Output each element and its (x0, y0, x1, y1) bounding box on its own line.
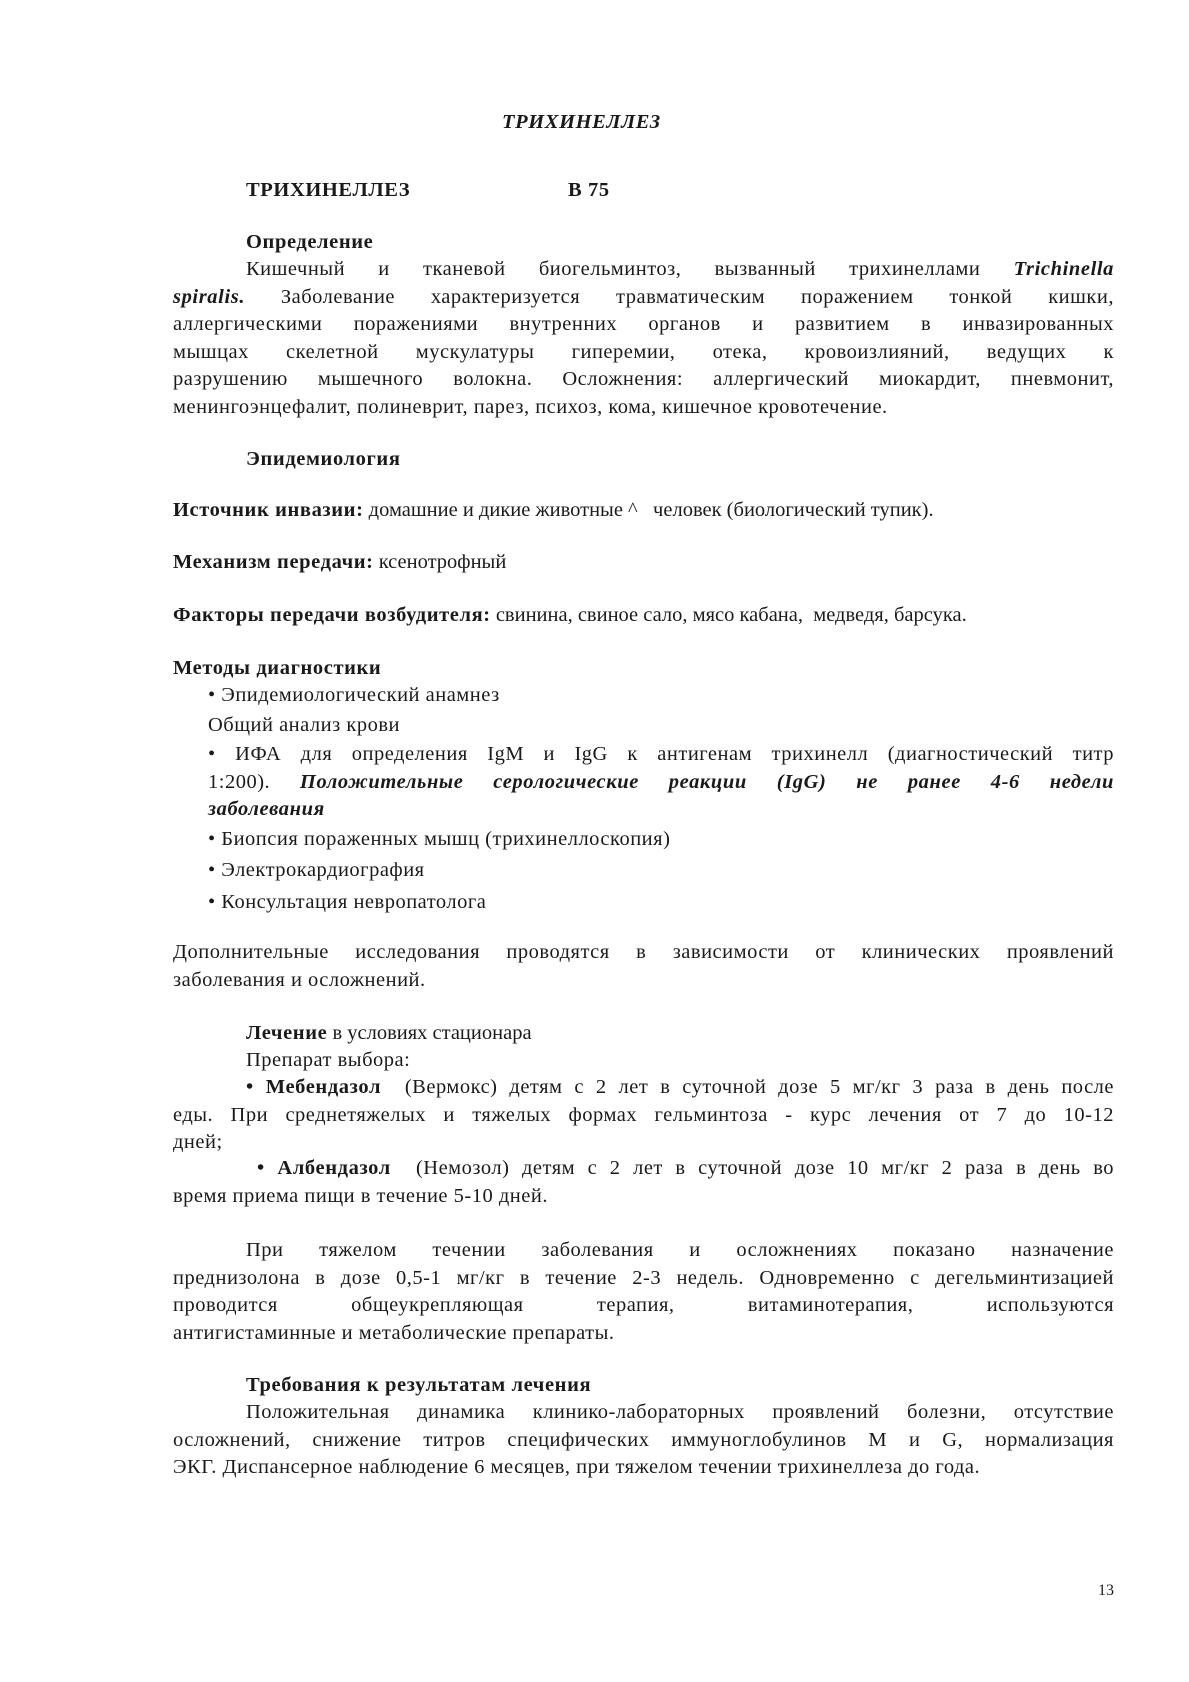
requirements-paragraph (173, 1399, 1114, 1482)
mechanism-label: Механизм передачи: (173, 551, 374, 573)
definition-line: менингоэнцефалит, полиневрит, парез, психоз, кома, кишечное кровотечение. (173, 395, 888, 418)
definition-paragraph (173, 256, 1114, 421)
additional-paragraph (173, 939, 1114, 994)
diagnostics-item: 1:200). (208, 770, 271, 793)
disease-name: ТРИХИНЕЛЛЕЗ (246, 179, 411, 201)
diagnostics-item: • ИФА для определения IgM и IgG к антигенам трихинелл (диагностический титр (208, 743, 1114, 765)
requirements-heading: Требования к результатам лечения (246, 1374, 592, 1396)
severe-paragraph (173, 1237, 1114, 1347)
diagnostics-item: • Электрокардиография (208, 859, 425, 881)
drug1-text: (Вермокс) детям с 2 лет в суточной дозе 5 мг/кг 3 раза в день после (404, 1076, 1114, 1098)
factors-line (173, 602, 967, 630)
diagnostics-item: • Консультация невропатолога (208, 890, 487, 913)
latin-name: spiralis. (173, 285, 246, 308)
diagnostics-item: Общий анализ крови (208, 713, 400, 736)
document-title: ТРИХИНЕЛЛЕЗ (502, 111, 661, 133)
diagnostics-list (208, 682, 1114, 916)
factors-text: свинина, свиное сало, мясо кабана, медведя, барсука. (495, 604, 967, 626)
drug2-text: время приема пищи в течение 5-10 дней. (173, 1184, 548, 1207)
severe-text: При тяжелом течении заболевания и осложнениях показано назначение (246, 1239, 1114, 1261)
severe-text: проводится общеукрепляющая терапия, витаминотерапия, используются (173, 1294, 1114, 1316)
factors-label: Факторы передачи возбудителя: (173, 604, 491, 626)
drug2-paragraph (173, 1155, 1114, 1210)
definition-heading: Определение (246, 231, 374, 253)
definition-line: мышцах скелетной мускулатуры гиперемии, отека, кровоизлияний, ведущих к (173, 340, 1114, 363)
treatment-heading: Лечение (246, 1022, 328, 1044)
latin-name: Trichinella (1013, 258, 1115, 280)
drug1-paragraph (173, 1074, 1114, 1157)
requirements-text: ЭКГ. Диспансерное наблюдение 6 месяцев, при тяжелом течении трихинеллеза до года. (173, 1456, 981, 1478)
treatment-choice: Препарат выбора: (246, 1049, 411, 1071)
drug1-name: • Мебендазол (246, 1076, 382, 1098)
source-text: домашние и дикие животные ^ человек (биологический тупик). (368, 499, 934, 521)
diagnostics-heading: Методы диагностики (173, 657, 382, 679)
severe-text: антигистаминные и метаболические препараты. (173, 1321, 615, 1344)
definition-line: Заболевание характеризуется травматическим поражением тонкой кишки, (280, 285, 1114, 308)
diagnostics-note: заболевания (208, 798, 325, 820)
additional-line: заболевания и осложнений. (173, 968, 426, 991)
mechanism-line (173, 549, 506, 577)
requirements-text: Положительная динамика клинико-лабораторных проявлений болезни, отсутствие (246, 1401, 1114, 1423)
drug2-name: • Албендазол (257, 1157, 391, 1179)
definition-line: аллергическими поражениями внутренних органов и развитием в инвазированных (173, 313, 1114, 335)
epidemiology-heading: Эпидемиология (246, 448, 401, 470)
diagnostics-item: • Эпидемиологический анамнез (208, 684, 500, 706)
definition-line: разрушению мышечного волокна. Осложнения: аллергический миокардит, пневмонит, (173, 368, 1114, 390)
mechanism-text: ксенотрофный (378, 551, 507, 573)
diagnostics-note: Положительные серологические реакции (IgG) не ранее 4-6 недели (299, 770, 1114, 793)
requirements-text: осложнений, снижение титров специфических иммуноглобулинов М и G, нормализация (173, 1428, 1114, 1451)
disease-code: В 75 (568, 179, 610, 201)
additional-line: Дополнительные исследования проводятся в зависимости от клинических проявлений (173, 941, 1114, 963)
drug2-text: (Немозол) детям с 2 лет в суточной дозе 10 мг/кг 2 раза в день во (415, 1157, 1114, 1179)
treatment-heading-line (246, 1020, 532, 1048)
diagnostics-item: • Биопсия пораженных мышц (трихинеллоскопия) (208, 827, 671, 850)
source-label: Источник инвазии: (173, 499, 364, 521)
treatment-heading-rest: в условиях стационара (332, 1022, 532, 1044)
definition-line: Кишечный и тканевой биогельминтоз, вызванный трихинеллами (246, 258, 981, 280)
drug1-text: еды. При среднетяжелых и тяжелых формах гельминтоза - курс лечения от 7 до 10-12 (173, 1103, 1114, 1126)
source-line (173, 497, 934, 525)
page-number: 13 (1098, 1582, 1114, 1599)
drug1-text: дней; (173, 1131, 223, 1153)
severe-text: преднизолона в дозе 0,5-1 мг/кг в течение 2-3 недель. Одновременно с дегельминтизацией (173, 1266, 1114, 1289)
